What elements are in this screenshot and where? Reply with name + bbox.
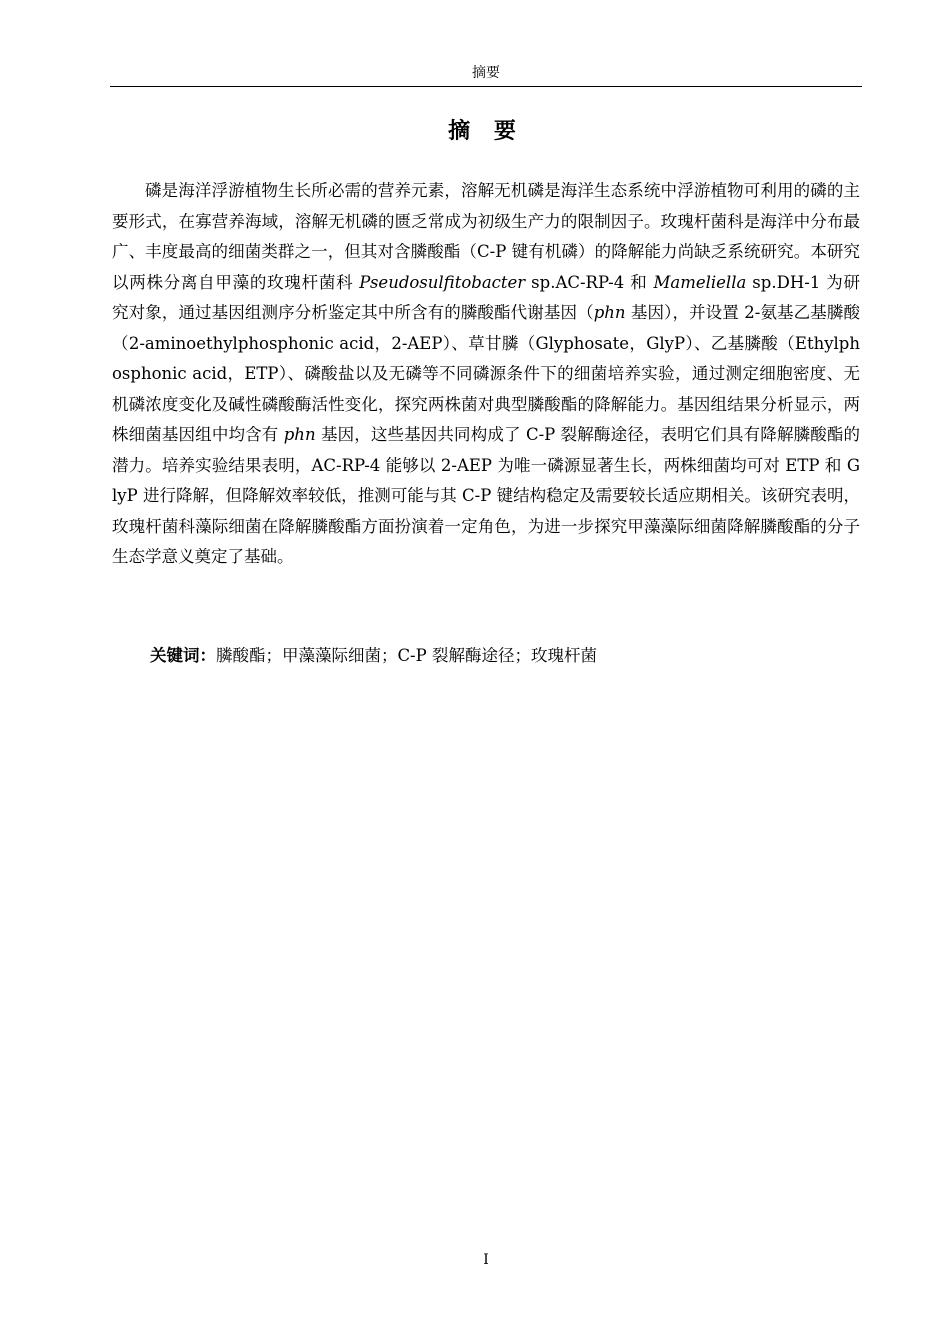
genus-name-2: Mameliella bbox=[653, 272, 747, 292]
keywords-label: 关键词： bbox=[149, 646, 216, 665]
header-rule bbox=[110, 86, 862, 87]
abstract-text-5: 基因，这些基因共同构成了 C-P 裂解酶途径，表明它们具有降解膦酸酯的潜力。培养实验结果表明，AC-RP-4 能够以 2-AEP 为唯一磷源显著生长，两株细菌均可对 ETP 和 GlyP 进行降解，但降解效率较低，推测可能与其 C-P 键结构稳定及需要较长适应期相关。该研究表明，玫瑰杆菌科藻际细菌在降解膦酸酯方面扮演着一定角色，为进一步探究甲藻藻际细菌降解膦酸酯的分子生态学意义奠定了基础。 bbox=[112, 425, 860, 566]
abstract-text-4: 基因），并设置 2-氨基乙基膦酸（2-aminoethylphosphonic acid，2-AEP）、草甘膦（Glyphosate，GlyP）、乙基膦酸（Ethylphosphonic acid，ETP）、磷酸盐以及无磷等不同磷源条件下的细菌培养实验，通过测定细胞密度、无机磷浓度变化及碱性磷酸酶活性变化，探究两株菌对典型膦酸酯的降解能力。基因组结果分析显示，两株细菌基因组中均含有 bbox=[112, 303, 860, 444]
page-number: I bbox=[483, 1252, 489, 1268]
gene-name-1: phn bbox=[593, 303, 626, 322]
abstract-text-2: sp.AC-RP-4 和 bbox=[525, 272, 654, 292]
genus-name-1: Pseudosulfitobacter bbox=[359, 272, 526, 292]
abstract-text-1: 磷是海洋浮游植物生长所必需的营养元素，溶解无机磷是海洋生态系统中浮游植物可利用的磷的主要形式，在寡营养海域，溶解无机磷的匮乏常成为初级生产力的限制因子。玫瑰杆菌科是海洋中分布最广、丰度最高的细菌类群之一，但其对含膦酸酯（C-P 键有机磷）的降解能力尚缺乏系统研究。本研究以两株分离自甲藻的玫瑰杆菌科 bbox=[112, 181, 860, 292]
abstract-text-3: sp.DH-1 为研究对象，通过基因组测序分析鉴定其中所含有的膦酸酯代谢基因（ bbox=[112, 272, 860, 322]
gene-name-2: phn bbox=[283, 425, 316, 444]
running-header: 摘要 bbox=[472, 65, 500, 81]
abstract-paragraph bbox=[112, 176, 860, 573]
keywords-line bbox=[112, 641, 860, 671]
keywords-text: 膦酸酯；甲藻藻际细菌；C-P 裂解酶途径；玫瑰杆菌 bbox=[215, 646, 597, 665]
page-title: 摘 要 bbox=[448, 119, 524, 144]
